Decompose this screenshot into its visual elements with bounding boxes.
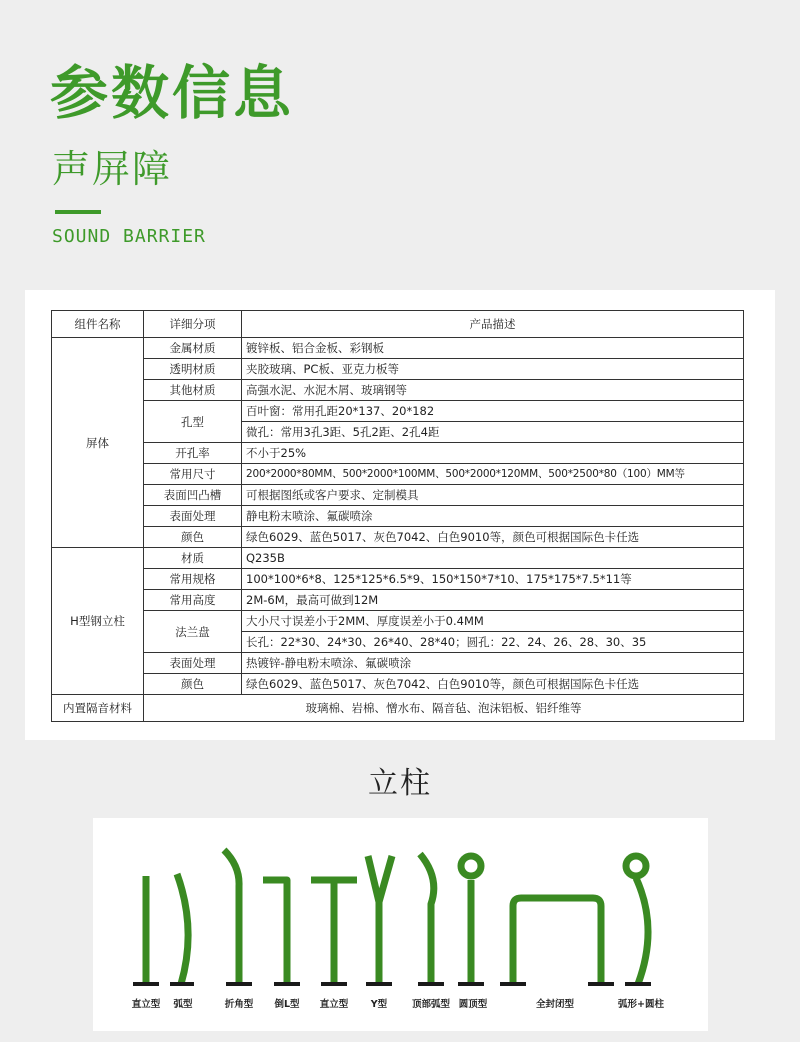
post-arc-round-ring [626, 856, 646, 876]
item-cell: 透明材质 [144, 359, 242, 380]
item-cell: 颜色 [144, 674, 242, 695]
post-label: 全封闭型 [535, 999, 575, 1010]
base-plate [625, 982, 651, 986]
post-y [368, 856, 392, 984]
base-plate [170, 982, 194, 986]
desc-cell: 镀锌板、铝合金板、彩钢板 [242, 338, 744, 359]
table-header-row [52, 311, 744, 338]
base-plate [588, 982, 614, 986]
base-plate [133, 982, 159, 986]
item-cell: 金属材质 [144, 338, 242, 359]
post-arc [177, 874, 188, 984]
base-plate [366, 982, 392, 986]
desc-cell: 100*100*6*8、125*125*6.5*9、150*150*7*10、175*175*7.5*11等 [242, 569, 744, 590]
group-cell-inner: 内置隔音材料 [52, 695, 144, 722]
item-cell: 常用规格 [144, 569, 242, 590]
desc-cell: 百叶窗：常用孔距20*137、20*182 [242, 401, 744, 422]
desc-cell: 可根据图纸或客户要求、定制模具 [242, 485, 744, 506]
table-row [52, 443, 744, 464]
desc-cell: 玻璃棉、岩棉、憎水布、隔音毡、泡沫铝板、铝纤维等 [144, 695, 744, 722]
base-plate [226, 982, 252, 986]
base-plate [418, 982, 444, 986]
page-subtitle: 声屏障 [52, 147, 173, 191]
desc-cell: 大小尺寸误差小于2MM、厚度误差小于0.4MM [242, 611, 744, 632]
english-subtitle: SOUND BARRIER [52, 226, 206, 247]
desc-cell: 不小于25% [242, 443, 744, 464]
table-row [52, 569, 744, 590]
header-component: 组件名称 [52, 311, 144, 338]
table-row [52, 359, 744, 380]
spec-table [51, 310, 744, 722]
item-cell: 表面处理 [144, 653, 242, 674]
post-types-figure [93, 818, 708, 1031]
post-top-arc [420, 854, 434, 984]
table-row [52, 380, 744, 401]
desc-cell: 绿色6029、蓝色5017、灰色7042、白色9010等，颜色可根据国际色卡任选 [242, 674, 744, 695]
desc-cell: 夹胶玻璃、PC板、亚克力板等 [242, 359, 744, 380]
item-cell: 表面凹凸槽 [144, 485, 242, 506]
table-row [52, 653, 744, 674]
desc-cell: 2M-6M，最高可做到12M [242, 590, 744, 611]
post-bent [224, 850, 239, 984]
section-title-posts: 立柱 [368, 766, 432, 801]
item-cell: 法兰盘 [144, 611, 242, 653]
table-row [52, 527, 744, 548]
table-row [52, 611, 744, 632]
desc-cell: 200*2000*80MM、500*2000*100MM、500*2000*120MM、500*2500*80（100）MM等 [242, 464, 744, 485]
table-row [52, 548, 744, 569]
table-row [52, 695, 744, 722]
post-label: 倒L型 [274, 999, 300, 1010]
desc-cell: 静电粉末喷涂、氟碳喷涂 [242, 506, 744, 527]
title-divider [55, 210, 101, 214]
header-item: 详细分项 [144, 311, 242, 338]
table-row [52, 590, 744, 611]
item-cell: 表面处理 [144, 506, 242, 527]
post-label: 圆顶型 [458, 999, 488, 1010]
post-label: 顶部弧型 [411, 999, 451, 1010]
post-label: 弧型 [173, 999, 193, 1010]
post-arc-round [636, 878, 648, 984]
spec-table-card [25, 290, 775, 740]
post-label: 弧形+圆柱 [618, 999, 664, 1010]
base-plate [274, 982, 300, 986]
base-plate [321, 982, 347, 986]
post-label: 直立型 [131, 999, 161, 1010]
table-row [52, 338, 744, 359]
table-row [52, 485, 744, 506]
post-label: Y型 [370, 999, 388, 1010]
item-cell: 开孔率 [144, 443, 242, 464]
desc-cell: 绿色6029、蓝色5017、灰色7042、白色9010等，颜色可根据国际色卡任选 [242, 527, 744, 548]
desc-cell: 热镀锌-静电粉末喷涂、氟碳喷涂 [242, 653, 744, 674]
base-plate [458, 982, 484, 986]
group-cell-column: H型钢立柱 [52, 548, 144, 695]
table-row [52, 674, 744, 695]
item-cell: 材质 [144, 548, 242, 569]
post-inverted-l [263, 880, 287, 984]
base-plate [500, 982, 526, 986]
table-row [52, 506, 744, 527]
item-cell: 常用尺寸 [144, 464, 242, 485]
table-row [52, 464, 744, 485]
post-closed [513, 898, 601, 984]
post-label: 折角型 [224, 999, 254, 1010]
page-title: 参数信息 [50, 59, 295, 127]
desc-cell: 长孔：22*30、24*30、26*40、28*40；圆孔：22、24、26、28、30、35 [242, 632, 744, 653]
desc-cell: 微孔：常用3孔3距、5孔2距、2孔4距 [242, 422, 744, 443]
desc-cell: 高强水泥、水泥木屑、玻璃钢等 [242, 380, 744, 401]
post-label: 直立型 [319, 999, 349, 1010]
item-cell: 常用高度 [144, 590, 242, 611]
post-round-top-ring [461, 856, 481, 876]
group-cell-screen: 屏体 [52, 338, 144, 548]
desc-cell: Q235B [242, 548, 744, 569]
table-row [52, 401, 744, 422]
item-cell: 颜色 [144, 527, 242, 548]
header-description: 产品描述 [242, 311, 744, 338]
item-cell: 孔型 [144, 401, 242, 443]
post-straight-2 [311, 880, 357, 984]
item-cell: 其他材质 [144, 380, 242, 401]
